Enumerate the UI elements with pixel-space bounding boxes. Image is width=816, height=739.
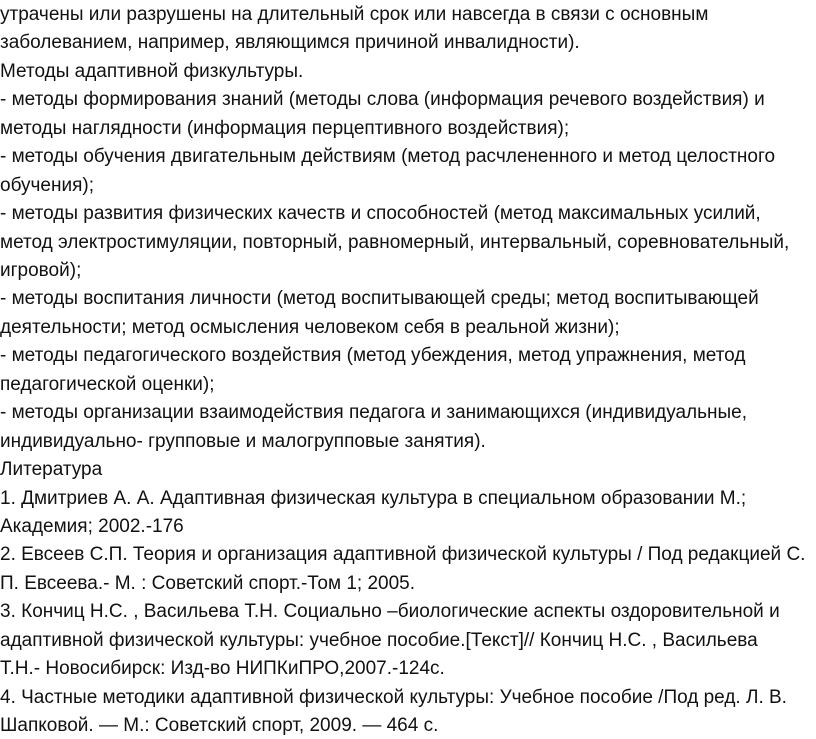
text-line: деятельности; метод осмысления человеком себя в реальной жизни); [0, 317, 620, 338]
text-line: обучения); [0, 175, 94, 196]
reference-item-continuation: адаптивной физической культуры: учебное пособие.[Текст]// Кончиц Н.С. , Васильева [0, 630, 758, 651]
text-line: - методы обучения двигательным действиям (метод расчлененного и метод целостного [0, 146, 776, 167]
text-line: - методы формирования знаний (методы слова (информация речевого воздействия) и [0, 89, 765, 110]
reference-item: 2. Евсеев С.П. Теория и организация адаптивной физической культуры / Под редакцией С. [0, 544, 806, 565]
text-line: педагогической оценки); [0, 374, 215, 395]
text-line: утрачены или разрушены на длительный срок или навсегда в связи с основным [0, 4, 709, 25]
reference-item: 3. Кончиц Н.С. , Васильева Т.Н. Социально –биологические аспекты оздоровительной и [0, 601, 780, 622]
section-heading-literature: Литература [0, 459, 103, 480]
text-line: методы наглядности (информация перцептивного воздействия); [0, 118, 570, 139]
reference-item: 4. Частные методики адаптивной физической культуры: Учебное пособие /Под ред. Л. В. [0, 687, 787, 708]
reference-item-continuation: П. Евсеева.- М. : Советский спорт.-Том 1; 2005. [0, 573, 415, 594]
text-line: заболеванием, например, являющимся причиной инвалидности). [0, 32, 580, 53]
reference-item-continuation: Шапковой. — М.: Советский спорт, 2009. — 464 с. [0, 715, 439, 736]
text-line: игровой); [0, 260, 82, 281]
text-line: индивидуально- групповые и малогрупповые занятия). [0, 431, 486, 452]
text-line: - методы воспитания личности (метод воспитывающей среды; метод воспитывающей [0, 288, 759, 309]
text-line: - методы педагогического воздействия (метод убеждения, метод упражнения, метод [0, 345, 746, 366]
text-line: - методы развития физических качеств и способностей (метод максимальных усилий, [0, 203, 761, 224]
text-line: метод электростимуляции, повторный, равномерный, интервальный, соревновательный, [0, 232, 790, 253]
reference-item-continuation: Академия; 2002.-176 [0, 516, 184, 537]
section-heading-methods: Методы адаптивной физкультуры. [0, 61, 304, 82]
text-line: - методы организации взаимодействия педагога и занимающихся (индивидуальные, [0, 402, 748, 423]
reference-item-continuation: Т.Н.- Новосибирск: Изд-во НИПКиПРО,2007.-124с. [0, 658, 445, 679]
reference-item: 1. Дмитриев А. А. Адаптивная физическая культура в специальном образовании М.; [0, 488, 747, 509]
